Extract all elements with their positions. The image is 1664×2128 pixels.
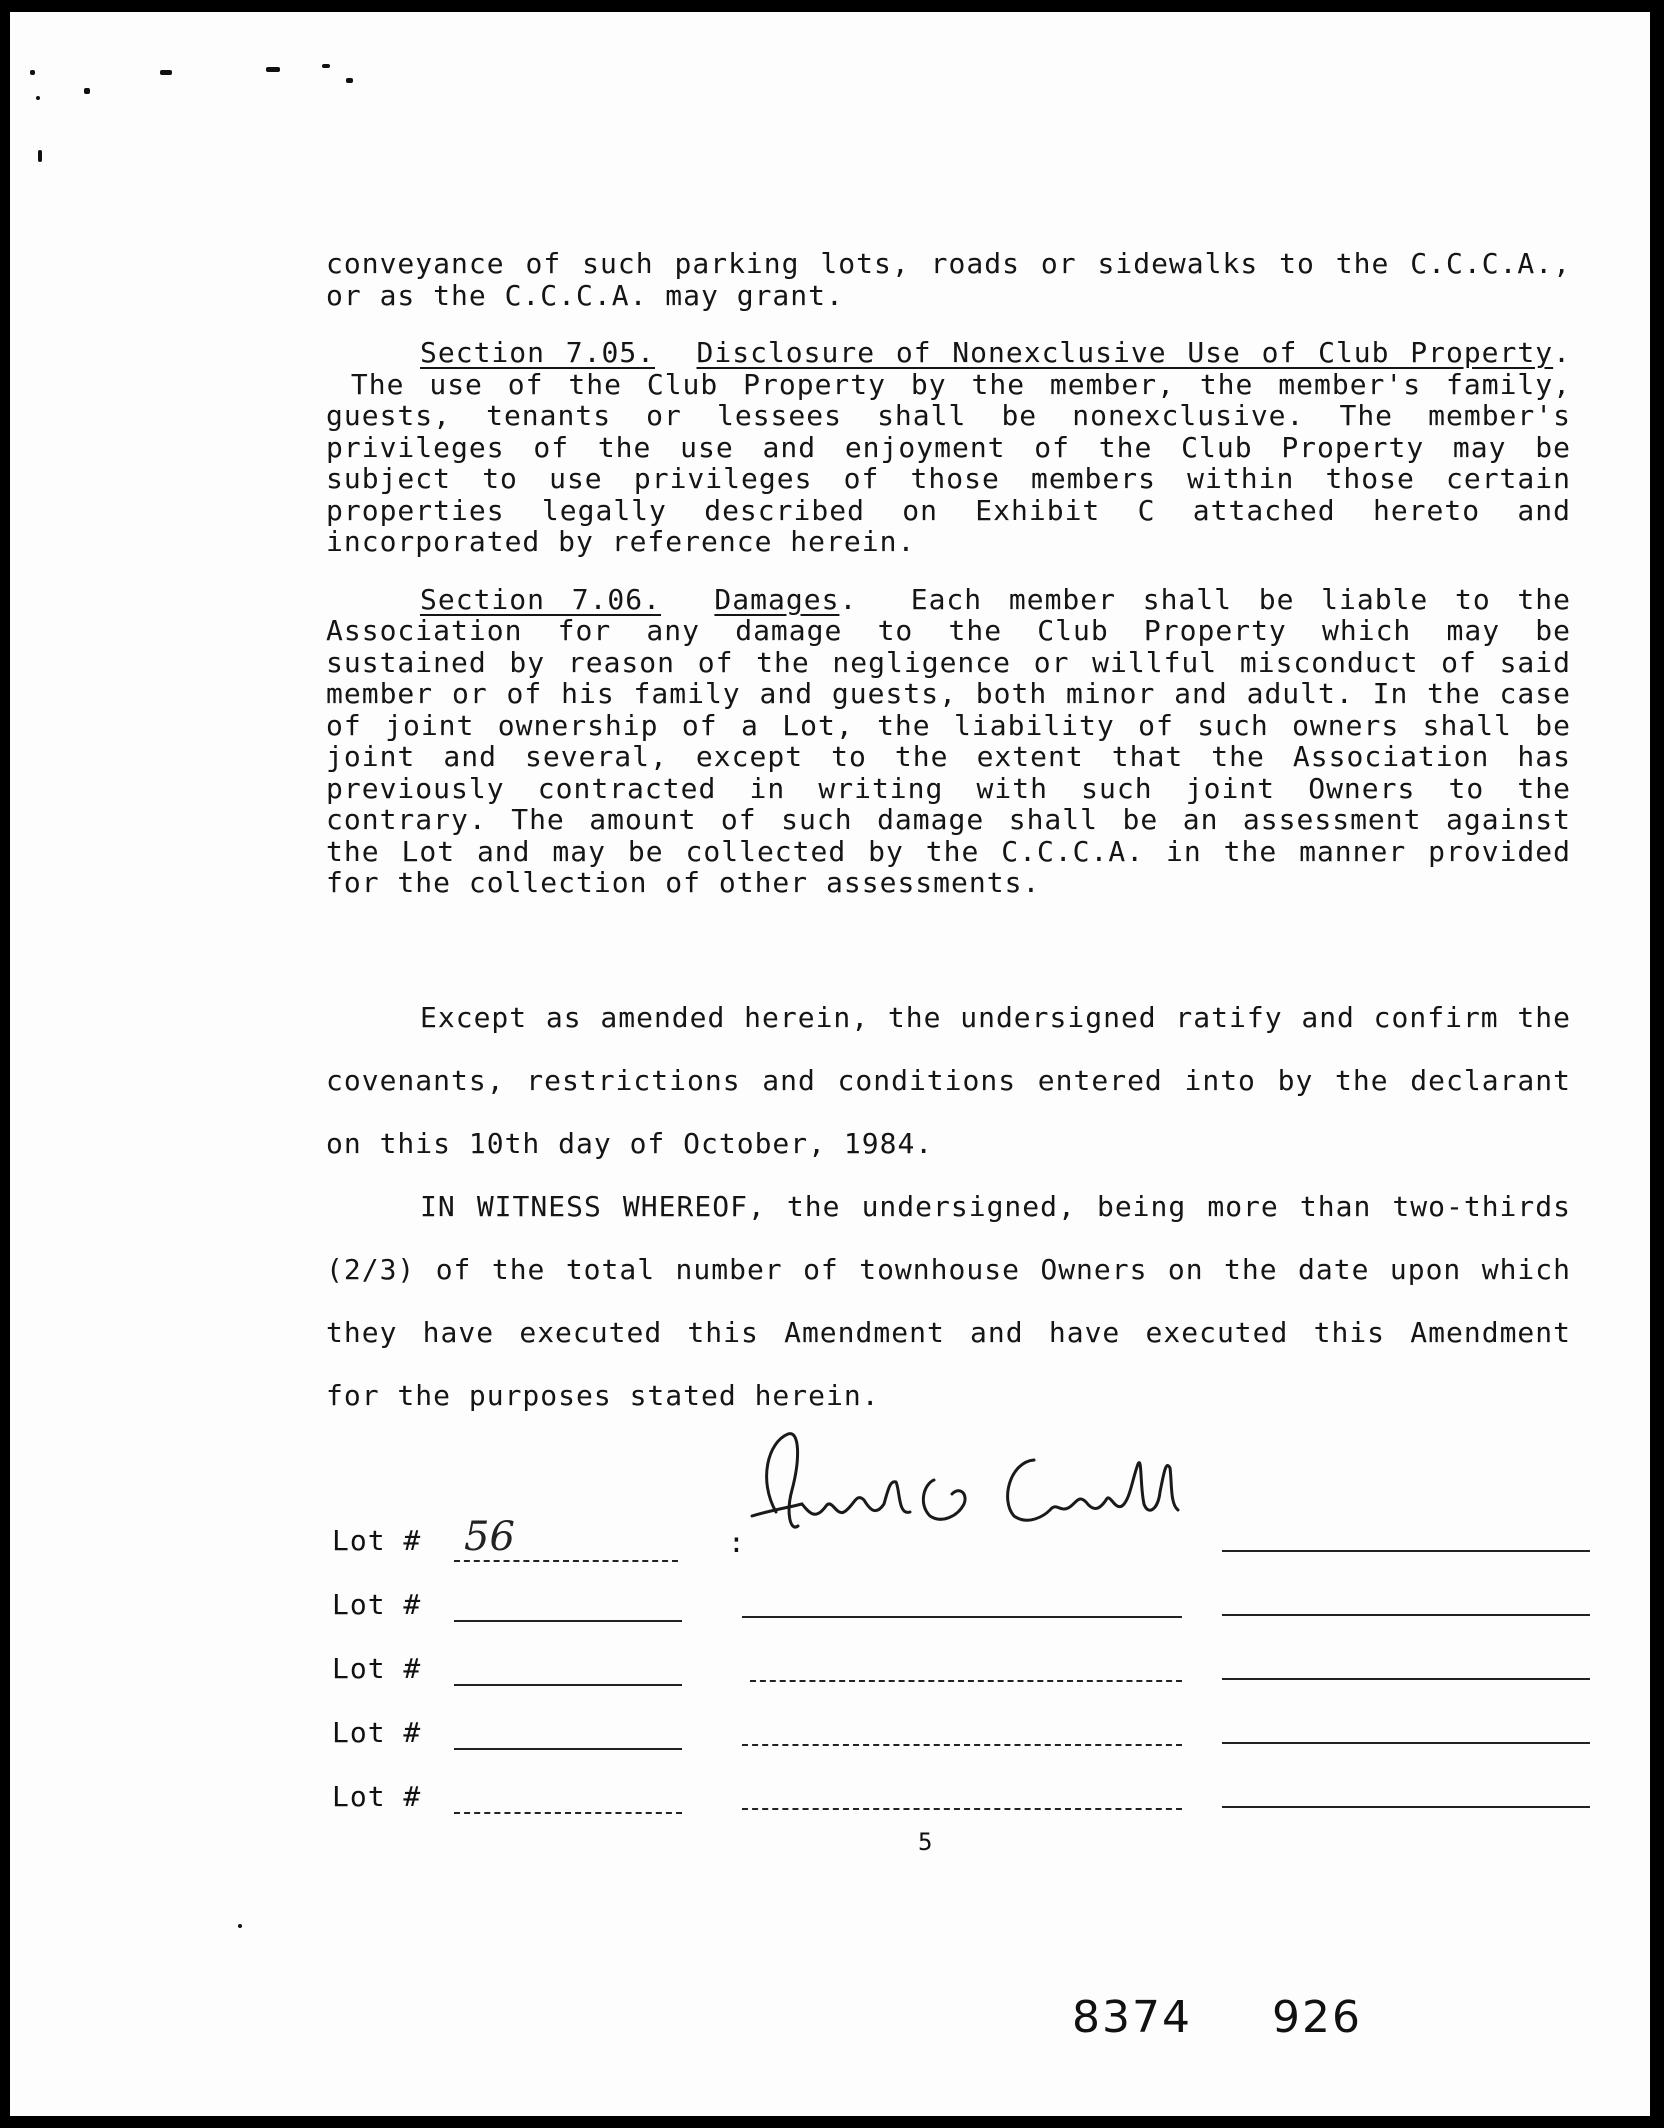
lot-row-3 bbox=[10, 1652, 1650, 1702]
signature-line-3 bbox=[750, 1680, 1182, 1682]
date-line-3 bbox=[1222, 1678, 1590, 1680]
closing-text bbox=[326, 986, 1571, 1427]
signature-colon: : bbox=[728, 1526, 745, 1559]
date-line-2 bbox=[1222, 1614, 1590, 1616]
ratify-paragraph: Except as amended herein, the undersigned ratify and confirm the covenants, restrictions and conditions entered into by the declarant on this 10th day of October, 1984. bbox=[326, 1001, 1571, 1160]
witness-paragraph: IN WITNESS WHEREOF, the undersigned, being more than two-thirds (2/3) of the total number of townhouse Owners on the date upon which they have executed this Amendment and have executed this Amendment for the purposes stated herein. bbox=[326, 1190, 1571, 1412]
lot-row-5 bbox=[10, 1780, 1650, 1830]
lot-line-3 bbox=[454, 1684, 682, 1686]
signature-block bbox=[10, 1432, 1650, 1832]
signature-line-2 bbox=[742, 1616, 1182, 1618]
document-page bbox=[10, 12, 1650, 2116]
lot-label-3: Lot # bbox=[332, 1652, 422, 1685]
lot-label-4: Lot # bbox=[332, 1716, 422, 1749]
section-7-05-text: The use of the Club Property by the member, the member's family, guests, tenants or lessees shall be nonexclusive. The member's privileges of the use and enjoyment of the Club Property may be subject to use privileges of those members within those certain properties legally described on Exhibit C attached hereto and incorporated by reference herein. bbox=[326, 367, 1572, 558]
section-7-05-heading: Section 7.05. bbox=[420, 336, 656, 369]
lot-line-5 bbox=[454, 1812, 682, 1814]
date-line-5 bbox=[1222, 1806, 1590, 1808]
lot-line-1 bbox=[454, 1560, 678, 1562]
document-reference-page: 926 bbox=[1272, 1992, 1362, 2043]
section-7-06-title: Damages bbox=[714, 582, 840, 616]
lot-row-2 bbox=[10, 1588, 1650, 1638]
lot-label-1: Lot # bbox=[332, 1524, 422, 1557]
lot-row-1 bbox=[10, 1514, 1650, 1574]
signature-line-4 bbox=[742, 1744, 1182, 1746]
section-7-06-text: Each member shall be liable to the Association for any damage to the Club Property which may be sustained by reason of the negligence or willful misconduct of said member or of his family and guests, both minor and adult. In the case of joint ownership of a Lot, the liability of such owners shall be joint and several, except to the extent that the Association has previously contracted in writing with such joint Owners to the contrary. The amount of such damage shall be an assessment against the Lot and may be collected by the C.C.C.A. in the manner provided for the collection of other assessments. bbox=[326, 582, 1571, 899]
section-7-05-title: Disclosure of Nonexclusive Use of Club Property bbox=[696, 336, 1554, 369]
lot-line-4 bbox=[454, 1748, 682, 1750]
document-reference-book: 8374 bbox=[1072, 1992, 1192, 2043]
lot-label-5: Lot # bbox=[332, 1780, 422, 1813]
date-line-1 bbox=[1222, 1550, 1590, 1552]
lot-row-4 bbox=[10, 1716, 1650, 1766]
lot-line-2 bbox=[454, 1620, 682, 1622]
body-text bbox=[326, 248, 1571, 899]
page-number: 5 bbox=[918, 1828, 934, 1856]
lot-label-2: Lot # bbox=[332, 1588, 422, 1621]
opening-paragraph: conveyance of such parking lots, roads or sidewalks to the C.C.C.A., or as the C.C.C.A. may grant. bbox=[326, 247, 1571, 312]
lot-value-1: 56 bbox=[464, 1514, 515, 1560]
section-7-06-paragraph: Section 7.06. Damages. Each member shall be liable to the Association for any damage to the Club Property which may be sustained by reason of the negligence or willful misconduct of said member or of his family and guests, both minor and adult. In the case of joint ownership of a Lot, the liability of such owners shall be joint and several, except to the extent that the Association has previously contracted in writing with such joint Owners to the contrary. The amount of such damage shall be an assessment against the Lot and may be collected by the C.C.C.A. in the manner provided for the collection of other assessments. bbox=[326, 582, 1571, 899]
section-7-06-heading: Section 7.06. bbox=[420, 582, 661, 616]
signature-line-5 bbox=[742, 1808, 1182, 1810]
date-line-4 bbox=[1222, 1742, 1590, 1744]
section-7-05-paragraph: Section 7.05. Disclosure of Nonexclusive Use of Club Property. The use of the Club Property by the member, the member's family, guests, tenants or lessees shall be nonexclusive. The member's privileges of the use and enjoyment of the Club Property may be subject to use privileges of those members within those certain properties legally described on Exhibit C attached hereto and incorporated by reference herein. bbox=[326, 336, 1572, 558]
